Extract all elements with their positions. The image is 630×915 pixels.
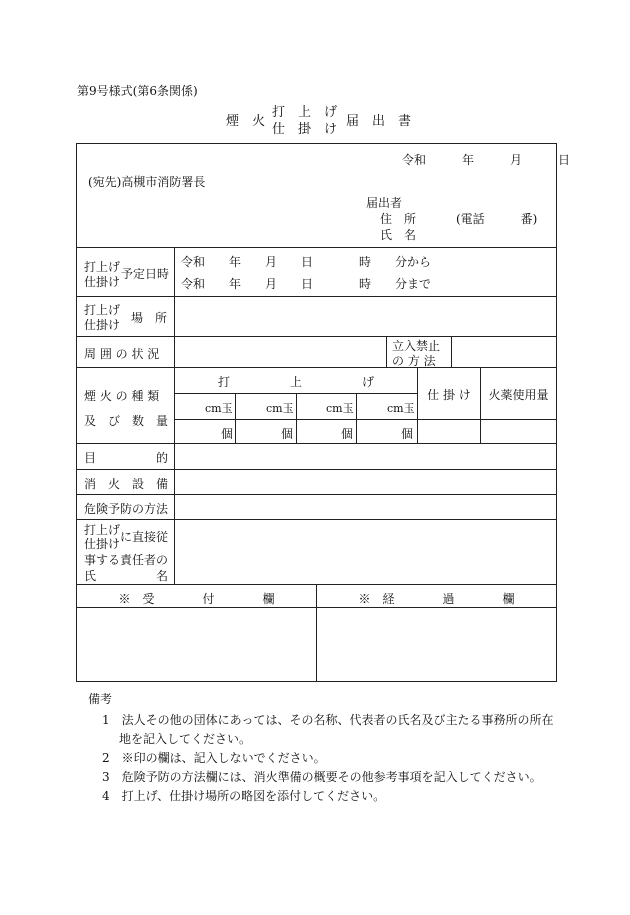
shell-size-unit: cm玉 — [326, 402, 354, 415]
schedule-label-line2: 仕掛け — [84, 275, 121, 289]
shell-size-unit: cm玉 — [205, 402, 233, 415]
note-item: 2 ※印の欄は、記入しないでください。 — [102, 751, 326, 765]
fireworks-label-line1: 煙 火 の 種 類 — [84, 389, 160, 403]
note-item: 地を記入してください。 — [119, 732, 252, 746]
form-number: 第9号様式(第6条関係) — [77, 84, 198, 98]
title-top: 打 上 げ — [272, 105, 338, 120]
responsible-label-line1b: 仕掛け — [84, 537, 121, 551]
day-label: 日 — [301, 277, 314, 291]
note-item: 1 法人その他の団体にあっては、その名称、代表者の氏名及び主たる事務所の所在 — [102, 713, 554, 727]
era-label: 令和 — [181, 255, 206, 269]
title-bottom: 仕 掛 け — [272, 122, 338, 137]
responsible-label-line3-right: 名 — [156, 569, 169, 583]
progress-header: ※ 経 過 欄 — [358, 592, 515, 606]
name-label: 氏 名 — [380, 228, 417, 242]
restriction-label-line1: 立入禁止 — [392, 339, 441, 353]
surroundings-label: 周 囲 の 状 況 — [84, 347, 160, 361]
minute-to-label: 分まで — [395, 277, 432, 291]
uchiage-header: 打 上 げ — [217, 375, 374, 389]
phone-label: (電話 番) — [456, 212, 538, 226]
fireworks-label-line2: 及 び 数 量 — [84, 414, 169, 428]
count-unit: 個 — [221, 427, 234, 441]
schedule-label-line1: 打上げ — [84, 260, 121, 274]
responsible-label-line2: 事する責任者の — [84, 553, 169, 567]
day-label: 日 — [301, 255, 314, 269]
place-label-line2: 仕掛け — [84, 318, 121, 332]
note-item: 4 打上げ、仕掛け場所の略図を添付してください。 — [102, 789, 386, 803]
responsible-label-line3-left: 氏 — [84, 569, 97, 583]
purpose-label-right: 的 — [156, 451, 169, 465]
place-label-suffix: 場 所 — [131, 311, 168, 325]
schedule-label-suffix: 予定日時 — [121, 267, 170, 281]
purpose-label-left: 目 — [84, 451, 97, 465]
year-label: 年 — [229, 255, 242, 269]
shikake-header: 仕 掛 け — [427, 388, 471, 402]
danger-prevention-label: 危険予防の方法 — [84, 502, 169, 516]
month-label: 月 — [265, 277, 278, 291]
note-item: 3 危険予防の方法欄には、消火準備の概要その他参考事項を記入してください。 — [102, 770, 542, 784]
year-label: 年 — [229, 277, 242, 291]
hour-label: 時 — [359, 255, 372, 269]
month-label: 月 — [265, 255, 278, 269]
count-unit: 個 — [281, 427, 294, 441]
count-unit: 個 — [341, 427, 354, 441]
responsible-label-suffix: に直接従 — [120, 530, 169, 544]
hour-label: 時 — [359, 277, 372, 291]
restriction-label-line2: の 方 法 — [392, 354, 436, 368]
minute-from-label: 分から — [395, 255, 432, 269]
notes-heading: 備考 — [88, 692, 113, 706]
address-label: 住 所 — [380, 212, 417, 226]
addressee: (宛先)高槻市消防署長 — [88, 175, 206, 189]
place-label-line1: 打上げ — [84, 303, 121, 317]
era-label: 令和 — [181, 277, 206, 291]
title-right: 届 出 書 — [346, 114, 412, 129]
responsible-label-line1a: 打上げ — [84, 523, 121, 537]
reception-header: ※ 受 付 欄 — [118, 592, 275, 606]
date-field: 令和 年 月 日 — [402, 153, 571, 167]
gunpowder-header: 火薬使用量 — [488, 388, 549, 402]
applicant-label: 届出者 — [366, 196, 403, 210]
count-unit: 個 — [401, 427, 414, 441]
shell-size-unit: cm玉 — [387, 402, 415, 415]
fire-equipment-label: 消 火 設 備 — [84, 477, 169, 491]
title-left: 煙 火 — [226, 114, 266, 129]
shell-size-unit: cm玉 — [266, 402, 294, 415]
